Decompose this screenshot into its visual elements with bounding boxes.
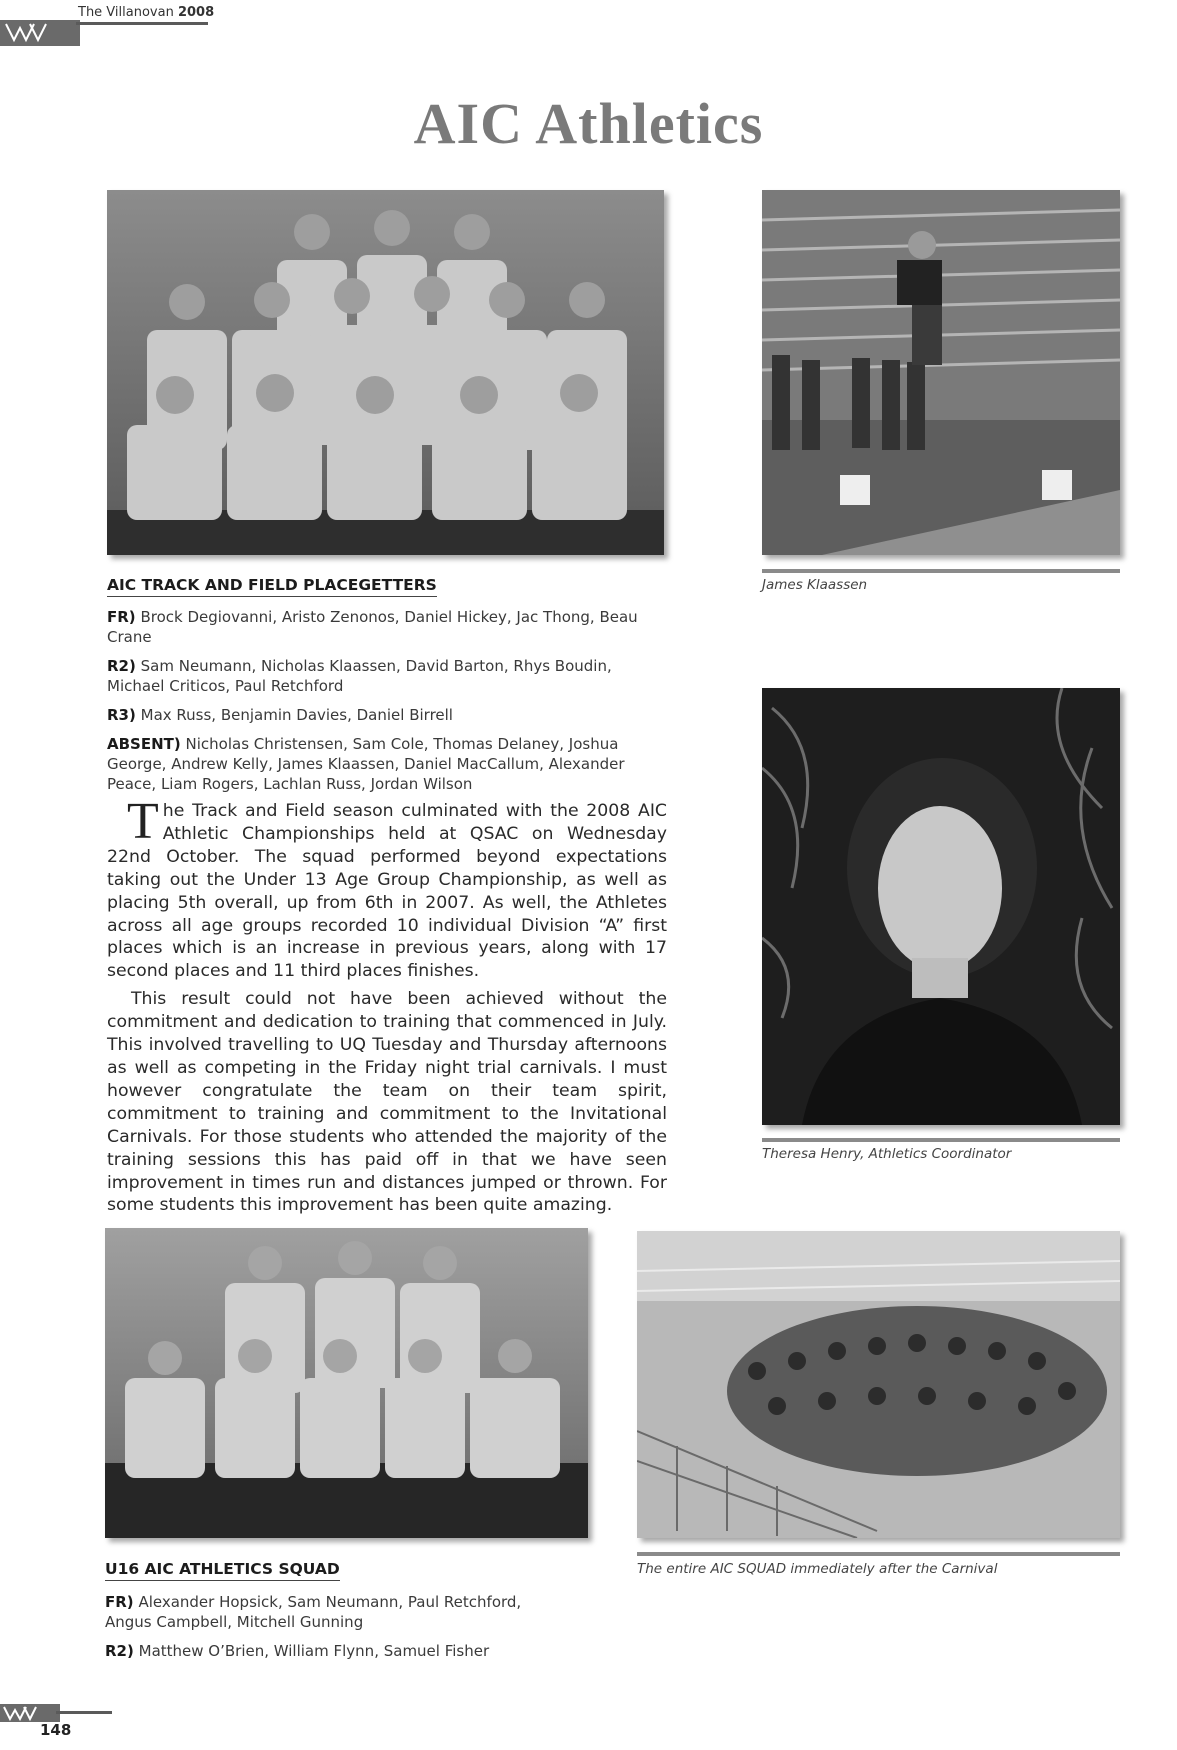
placegetters-team-photo bbox=[107, 190, 664, 555]
article-paragraph-1: The Track and Field season culminated with the 2008 AIC Athletic Championships held at QSAC on Wednesday 22nd October. The squad performed beyond expectations taking out the Under 13 Age Group Championship, as well as placing 5th overall, up from 6th in 2007. As well, the Athletes across all age groups recorded 10 individual Division “A” first places which is an increase in previous years, along with 17 second places and 11 third places finishes. bbox=[107, 793, 667, 982]
long-jump-caption-rule bbox=[762, 569, 1120, 573]
u16-roster bbox=[105, 1592, 535, 1670]
coordinator-caption-rule bbox=[762, 1138, 1120, 1142]
villanova-logo-mark bbox=[0, 12, 80, 46]
u16-heading: U16 AIC ATHLETICS SQUAD bbox=[105, 1560, 340, 1581]
article-body bbox=[107, 793, 667, 1222]
running-header bbox=[78, 5, 214, 20]
footer-rule bbox=[56, 1711, 112, 1714]
publication-year: 2008 bbox=[177, 5, 215, 20]
crowd-caption: The entire AIC SQUAD immediately after the Carnival bbox=[637, 1561, 998, 1577]
u16-row-fr: FR) Alexander Hopsick, Sam Neumann, Paul Retchford, Angus Campbell, Mitchell Gunning bbox=[105, 1593, 522, 1631]
roster-row-absent: ABSENT) Nicholas Christensen, Sam Cole, Thomas Delaney, Joshua George, Andrew Kelly, James Klaassen, Daniel MacCallum, Alexander Peace, Liam Rogers, Lachlan Russ, Jordan Wilson bbox=[107, 735, 625, 793]
page-number: 148 bbox=[40, 1721, 72, 1739]
article-paragraph-2: This result could not have been achieved without the commitment and dedication to training that commenced in July. This involved travelling to UQ Tuesday and Thursday afternoons as well as competing in the Friday night trial carnivals. I must however congratulate the team on their team spirit, commitment to training and commitment to the Invitational Carnivals. For those students who attended the majority of the training sessions this has paid off in that we have seen improvement in times run and distances jumped or thrown. For some students this improvement has been quite amazing. bbox=[107, 989, 667, 1216]
aic-squad-crowd-photo bbox=[637, 1231, 1120, 1538]
roster-row-r2: R2) Sam Neumann, Nicholas Klaassen, David Barton, Rhys Boudin, Michael Criticos, Paul Retchford bbox=[107, 657, 612, 695]
u16-row-r2: R2) Matthew O’Brien, William Flynn, Samuel Fisher bbox=[105, 1642, 490, 1660]
page-title: AIC Athletics bbox=[413, 91, 764, 156]
drop-cap: T bbox=[127, 793, 159, 850]
placegetters-roster bbox=[107, 607, 667, 803]
header-rule bbox=[76, 22, 208, 25]
publication-name: The Villanovan bbox=[78, 5, 174, 20]
roster-row-fr: FR) Brock Degiovanni, Aristo Zenonos, Daniel Hickey, Jac Thong, Beau Crane bbox=[107, 608, 638, 646]
roster-row-r3: R3) Max Russ, Benjamin Davies, Daniel Birrell bbox=[107, 706, 453, 724]
coordinator-portrait bbox=[762, 688, 1120, 1125]
long-jump-photo bbox=[762, 190, 1120, 555]
placegetters-heading: AIC TRACK AND FIELD PLACEGETTERS bbox=[107, 576, 437, 597]
footer-logo-mark bbox=[0, 1700, 60, 1722]
long-jump-caption: James Klaassen bbox=[762, 577, 868, 593]
coordinator-caption: Theresa Henry, Athletics Coordinator bbox=[762, 1146, 1012, 1162]
u16-squad-photo bbox=[105, 1228, 588, 1538]
crowd-caption-rule bbox=[637, 1552, 1120, 1556]
